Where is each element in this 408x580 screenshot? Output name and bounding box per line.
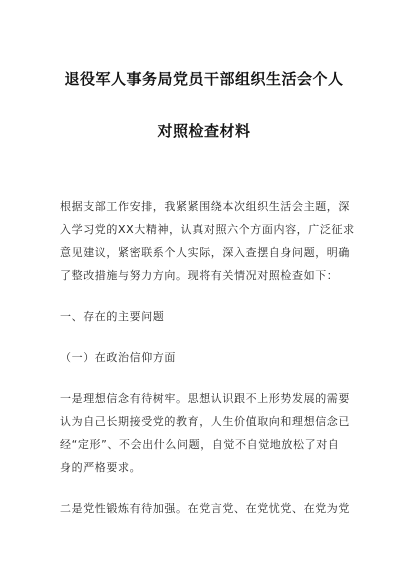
intro-line-3: 意见建议，紧密联系个人实际，深入查摆自身问题，明确 bbox=[60, 246, 350, 259]
document-title-line-2: 对照检查材料 bbox=[157, 122, 251, 140]
paragraph-1-line-3: 经“定形”、不会出什么问题，自觉不自觉地放松了对自 bbox=[60, 438, 340, 451]
intro-line-4: 了整改措施与努力方向。现将有关情况对照检查如下： bbox=[60, 269, 339, 282]
intro-line-2: 入学习党的XX大精神，认真对照六个方面内容，广泛征求 bbox=[60, 223, 355, 236]
subsection-heading: （一）在政治信仰方面 bbox=[60, 351, 176, 364]
paragraph-1-line-4: 身的严格要求。 bbox=[60, 461, 142, 474]
section-heading: 一、存在的主要问题 bbox=[60, 310, 165, 323]
paragraph-1-line-1: 一是理想信念有待树牢。思想认识跟不上形势发展的需要 bbox=[60, 392, 350, 405]
document-title-line-1: 退役军人事务局党员干部组织生活会个人 bbox=[64, 70, 344, 88]
paragraph-1-line-2: 认为自己长期接受党的教育，人生价值取向和理想信念已 bbox=[60, 415, 350, 428]
paragraph-2-line-1: 二是党性锻炼有待加强。在党言党、在党忧党、在党为党 bbox=[60, 502, 350, 515]
intro-line-1: 根据支部工作安排，我紧紧围绕本次组织生活会主题，深 bbox=[60, 200, 350, 213]
